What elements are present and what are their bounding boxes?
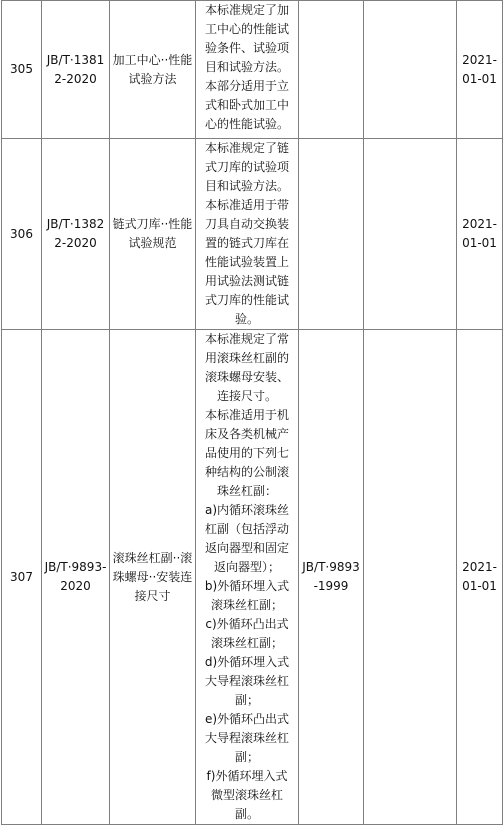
content-line: 滚珠螺母安装、 [204, 370, 289, 384]
content-line: 副； [234, 693, 259, 707]
standard-name-cell: 加工中心··性能试验方法 [110, 1, 196, 139]
table-row [2, 330, 503, 825]
standards-table [1, 0, 503, 825]
content-line: 副； [234, 750, 259, 764]
content-line: 微型滚珠丝杠 [210, 788, 283, 802]
content-line: 刀具自动交换装 [204, 217, 289, 231]
content-line: 验。 [234, 312, 259, 326]
content-line: 种结构的公制滚 [204, 465, 289, 479]
content-line: d)外循环埋入式 [204, 655, 290, 669]
content-line: 品使用的下列七 [204, 446, 289, 460]
content-line: f)外循环埋入式 [206, 769, 288, 783]
content-line: 滚珠丝杠副； [210, 636, 283, 650]
content-line: 滚珠丝杠副； [210, 598, 283, 612]
content-line: 大导程滚珠丝杠 [204, 674, 289, 688]
replaced-standard-cell [299, 139, 364, 330]
row-index-cell: 307 [2, 330, 42, 825]
content-line: 本标准规定了链 [204, 141, 289, 155]
content-line: 本标准适用于带 [204, 198, 289, 212]
content-line: 目和试验方法。 [204, 179, 289, 193]
adopted-standard-cell [364, 330, 457, 825]
content-line: 心的性能试验。 [204, 117, 289, 131]
adopted-standard-cell [364, 1, 457, 139]
content-scope-cell [196, 1, 299, 139]
content-line: 式和卧式加工中 [204, 98, 289, 112]
standard-name-cell: 链式刀库··性能试验规范 [110, 139, 196, 330]
content-line: 工中心的性能试 [204, 22, 289, 36]
content-line: 性能试验装置上 [204, 255, 289, 269]
replaced-standard-cell [299, 1, 364, 139]
implementation-date-cell: 2021-01-01 [457, 139, 503, 330]
table-row [2, 1, 503, 139]
standard-code-cell: JB/T·13822-2020 [42, 139, 110, 330]
standard-name-cell: 滚珠丝杠副··滚珠螺母··安装连接尺寸 [110, 330, 196, 825]
content-line: 连接尺寸。 [216, 389, 277, 403]
content-line: 目和试验方法。 [204, 60, 289, 74]
content-line: 杠副（包括浮动 [204, 522, 289, 536]
content-line: 式刀库的性能试 [204, 293, 289, 307]
content-line: 大导程滚珠丝杠 [204, 731, 289, 745]
table-row [2, 139, 503, 330]
adopted-standard-cell [364, 139, 457, 330]
content-line: 置的链式刀库在 [204, 236, 289, 250]
content-line: 用滚珠丝杠副的 [204, 351, 289, 365]
standard-code-cell: JB/T·13812-2020 [42, 1, 110, 139]
row-index-cell: 306 [2, 139, 42, 330]
content-scope-cell [196, 330, 299, 825]
content-line: 本部分适用于立 [204, 79, 289, 93]
content-line: 式刀库的试验项 [204, 160, 289, 174]
content-line: 本标准规定了常 [204, 332, 289, 346]
content-line: 副。 [234, 807, 259, 821]
content-line: c)外循环凸出式 [205, 617, 289, 631]
standard-code-cell: JB/T·9893-2020 [42, 330, 110, 825]
content-line: 本标准适用于机 [204, 408, 289, 422]
content-line: 床及各类机械产 [204, 427, 289, 441]
content-line: e)外循环凸出式 [204, 712, 290, 726]
content-line: a)内循环滚珠丝 [204, 503, 290, 517]
content-line: 验条件、试验项 [204, 41, 289, 55]
replaced-standard-cell: JB/T·9893-1999 [299, 330, 364, 825]
content-line: 珠丝杠副： [216, 484, 277, 498]
row-index-cell: 305 [2, 1, 42, 139]
content-line: 用试验法测试链 [204, 274, 289, 288]
implementation-date-cell: 2021-01-01 [457, 330, 503, 825]
content-line: b)外循环埋入式 [204, 579, 290, 593]
content-line: 返向器型）； [213, 560, 280, 574]
content-line: 返向器型和固定 [204, 541, 289, 555]
implementation-date-cell: 2021-01-01 [457, 1, 503, 139]
content-line: 本标准规定了加 [204, 3, 289, 17]
content-scope-cell [196, 139, 299, 330]
